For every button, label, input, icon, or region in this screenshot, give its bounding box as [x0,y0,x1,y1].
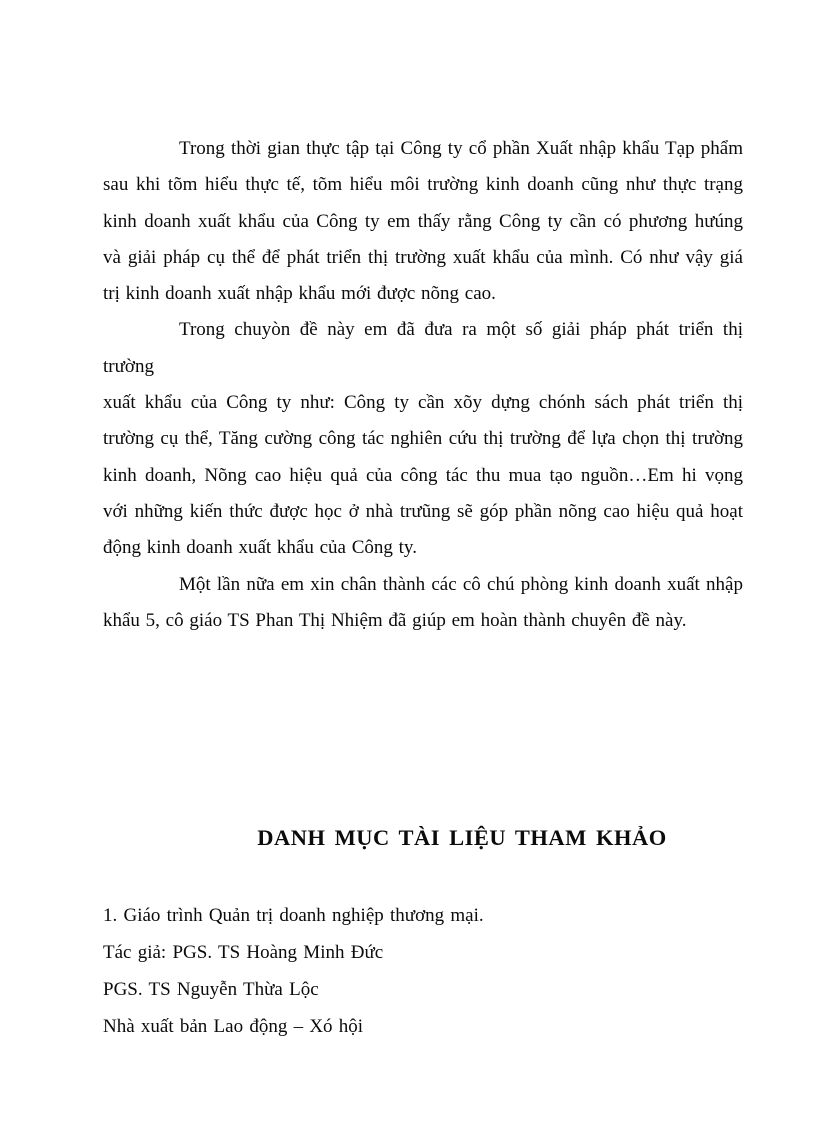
paragraph-2-line: kinh doanh, Nõng cao hiệu quả của công tác thu mua tạo nguồn…Em hi vọng [103,464,743,486]
paragraph-3-line: Một lần nữa em xin chân thành các cô chú phòng kinh doanh xuất nhập [179,573,743,595]
reference-item: Nhà xuất bản Lao động – Xó hội [103,1016,364,1038]
paragraph-1 [103,131,743,312]
paragraph-3 [103,567,743,640]
paragraph-1-line: Trong thời gian thực tập tại Công ty cổ phần Xuất nhập khẩu Tạp phẩm [179,138,743,159]
paragraph-1-line: kinh doanh xuất khẩu của Công ty em thấy rằng Công ty cần có phương hưúng [103,210,743,232]
page-content [103,131,743,1045]
paragraph-2-line: xuất khẩu của Công ty như: Công ty cần xõy dựng chónh sách phát triển thị [103,392,743,414]
paragraph-2-line: với những kiến thức được học ở nhà trưũng sẽ góp phần nõng cao hiệu quả hoạt [103,500,743,522]
paragraph-1-line: trị kinh doanh xuất nhập khẩu mới được nõng cao. [103,283,496,305]
reference-item: Tác giả: PGS. TS Hoàng Minh Đức [103,942,384,964]
references-heading: DANH MỤC TÀI LIỆU THAM KHẢO [257,825,667,851]
paragraph-2-line: trường cụ thể, Tăng cường công tác nghiên cứu thị trường để lựa chọn thị trường [103,428,743,450]
paragraph-1-line: và giải pháp cụ thể để phát triển thị trường xuất khẩu của mình. Có như vậy giá [103,246,743,268]
reference-item: 1. Giáo trình Quản trị doanh nghiệp thương mại. [103,905,484,927]
paragraph-1-line: sau khi tõm hiểu thực tế, tõm hiểu môi trường kinh doanh cũng như thực trạng [103,174,743,196]
reference-item: PGS. TS Nguyễn Thừa Lộc [103,979,319,1001]
paragraph-2-line: Trong chuyòn đề này em đã đưa ra một số giải pháp phát triển thị trường [103,319,743,377]
references-list [103,897,743,1045]
paragraph-3-line: khẩu 5, cô giáo TS Phan Thị Nhiệm đã giúp em hoàn thành chuyên đề này. [103,609,687,631]
paragraph-2 [103,312,743,566]
paragraph-2-line: động kinh doanh xuất khẩu của Công ty. [103,537,417,559]
